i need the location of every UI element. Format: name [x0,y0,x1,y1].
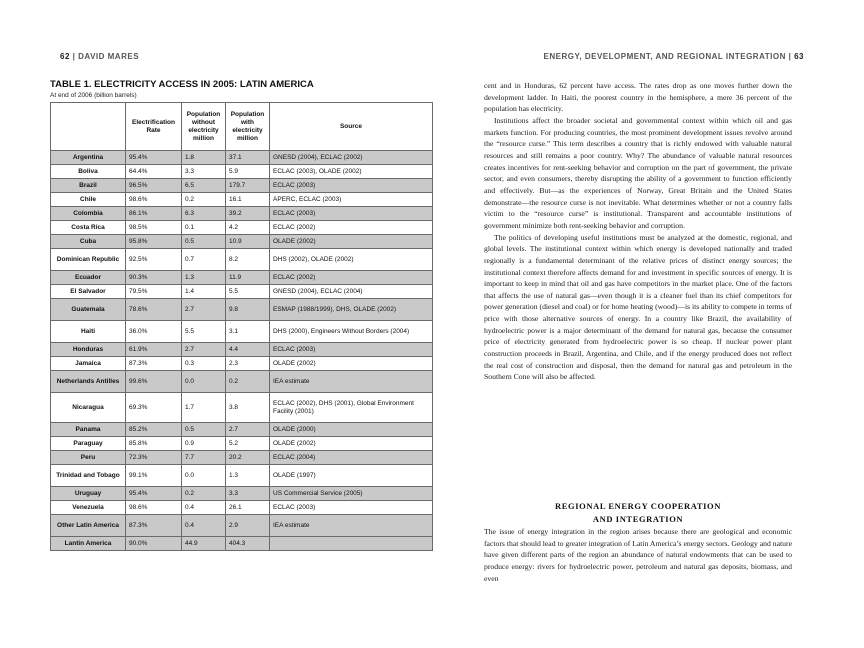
with-cell: 404.3 [226,537,270,551]
country-cell: El Salvador [51,285,126,299]
rate-cell: 98.6% [126,501,182,515]
rate-cell: 90.0% [126,537,182,551]
rate-cell: 96.5% [126,179,182,193]
with-cell: 16.1 [226,193,270,207]
source-cell: GNESD (2004), ECLAC (2004) [270,285,433,299]
country-cell: Dominican Republic [51,249,126,271]
header-source: Source [270,103,433,151]
without-cell: 6.3 [182,207,226,221]
rate-cell: 78.6% [126,299,182,321]
country-cell: Paraguay [51,437,126,451]
source-cell: OLADE (1997) [270,465,433,487]
source-cell: GNESD (2004), ECLAC (2002) [270,151,433,165]
without-cell: 2.7 [182,299,226,321]
with-cell: 2.3 [226,357,270,371]
with-cell: 2.9 [226,515,270,537]
without-cell: 0.7 [182,249,226,271]
source-cell: ESMAP (1988/1999), DHS, OLADE (2002) [270,299,433,321]
left-header-author: DAVID MARES [78,52,140,61]
with-cell: 2.7 [226,423,270,437]
country-cell: Trinidad and Tobago [51,465,126,487]
table-row [51,299,433,321]
without-cell: 0.5 [182,423,226,437]
rate-cell: 87.3% [126,357,182,371]
source-cell: DHS (2002), OLADE (2002) [270,249,433,271]
table-row [51,437,433,451]
rate-cell: 99.6% [126,371,182,393]
without-cell: 0.5 [182,235,226,249]
with-cell: 9.8 [226,299,270,321]
rate-cell: 85.2% [126,423,182,437]
with-cell: 3.1 [226,321,270,343]
rate-cell: 95.8% [126,235,182,249]
without-cell: 0.2 [182,193,226,207]
table-row [51,165,433,179]
source-cell: OLADE (2002) [270,437,433,451]
with-cell: 8.2 [226,249,270,271]
country-cell: Other Latin America [51,515,126,537]
source-cell: OLADE (2000) [270,423,433,437]
without-cell: 3.3 [182,165,226,179]
with-cell: 20.2 [226,451,270,465]
country-cell: Nicaragua [51,393,126,423]
without-cell: 2.7 [182,343,226,357]
country-cell: Cuba [51,235,126,249]
table-row [51,465,433,487]
right-header-separator: | [788,52,792,61]
table-row [51,393,433,423]
source-cell: ECLAC (2002), DHS (2001), Global Environment Facility (2001) [270,393,433,423]
table-row [51,249,433,271]
table-row [51,221,433,235]
rate-cell: 64.4% [126,165,182,179]
country-cell: Ecuador [51,271,126,285]
without-cell: 0.2 [182,487,226,501]
left-header-separator: | [72,52,76,61]
table-row [51,423,433,437]
country-cell: Brazil [51,179,126,193]
table-row [51,285,433,299]
paragraph-resource-curse: Institutions affect the broader societal and governmental context within which oil and gas markets function. For producing countries, the most prominent development issues revolve around the “resource curse.” This term describes a country that is richly endowed with valuable natural resources and still remains a poor country. Why? The abundance of valuable natural resources creates incentives for rent-seeking behavior and corruption on the part of government, the private sector, and even consumers, thereby disrupting the ability of a government to function efficiently and effectively. But—as the experiences of Norway, Great Britain and the United States demonstrate—the resource curse is not inevitable. What determines whether or not a country falls victim to the “resource curse” is institutional. Transparent and accountable institutions of government minimize both rent-seeking behavior and corruption. [484,115,792,230]
table-row [51,451,433,465]
source-cell: ECLAC (2003) [270,501,433,515]
source-cell: OLADE (2002) [270,357,433,371]
right-page-number: 63 [794,52,804,61]
without-cell: 0.9 [182,437,226,451]
source-cell: OLADE (2002) [270,235,433,249]
rate-cell: 72.3% [126,451,182,465]
with-cell: 3.8 [226,393,270,423]
source-cell: APERC, ECLAC (2003) [270,193,433,207]
without-cell: 0.0 [182,465,226,487]
section-heading-line-2: AND INTEGRATION [592,514,684,524]
table-header-row [51,103,433,151]
country-cell: Peru [51,451,126,465]
rate-cell: 61.9% [126,343,182,357]
with-cell: 10.9 [226,235,270,249]
section-heading-line-1: REGIONAL ENERGY COOPERATION [555,501,721,511]
country-cell: Chile [51,193,126,207]
source-cell: ECLAC (2004) [270,451,433,465]
table-row [51,179,433,193]
country-cell: Guatemala [51,299,126,321]
table-row [51,515,433,537]
source-cell: ECLAC (2003), OLADE (2002) [270,165,433,179]
rate-cell: 69.3% [126,393,182,423]
country-cell: Jamaica [51,357,126,371]
without-cell: 7.7 [182,451,226,465]
left-page-header [60,52,139,61]
source-cell: ECLAC (2003) [270,207,433,221]
source-cell: DHS (2000), Engineers Without Borders (2004) [270,321,433,343]
with-cell: 5.2 [226,437,270,451]
right-page-header [544,52,805,61]
table-row [51,371,433,393]
country-cell: Haiti [51,321,126,343]
country-cell: Costa Rica [51,221,126,235]
source-cell: ECLAC (2002) [270,221,433,235]
right-column-top [484,80,792,383]
source-cell: ECLAC (2003) [270,343,433,357]
rate-cell: 99.1% [126,465,182,487]
country-cell: Honduras [51,343,126,357]
country-cell: Lantin America [51,537,126,551]
header-population-with: Population with electricity million [226,103,270,151]
table-row [51,321,433,343]
with-cell: 0.2 [226,371,270,393]
rate-cell: 86.1% [126,207,182,221]
rate-cell: 79.5% [126,285,182,299]
paragraph-energy-integration: The issue of energy integration in the region arises because there are geological and economic factors that should lead to greater integration of Latin America’s energy sectors. Geology and nature have given different parts of the region an abundance of natural endowments that can be used to produce energy: rivers for hydroelectric power, petroleum and natural gas deposits, biomass, and even [484,527,792,583]
rate-cell: 95.4% [126,151,182,165]
table-total-row [51,537,433,551]
without-cell: 5.5 [182,321,226,343]
table-subtitle: At end of 2006 (billion barrels) [50,92,137,99]
with-cell: 4.2 [226,221,270,235]
country-cell: Panama [51,423,126,437]
rate-cell: 95.4% [126,487,182,501]
with-cell: 37.1 [226,151,270,165]
rate-cell: 90.3% [126,271,182,285]
without-cell: 0.4 [182,515,226,537]
electricity-access-table [50,102,433,551]
without-cell: 0.3 [182,357,226,371]
source-cell: US Commercial Service (2005) [270,487,433,501]
rate-cell: 98.6% [126,193,182,207]
table-row [51,487,433,501]
without-cell: 1.3 [182,271,226,285]
with-cell: 5.9 [226,165,270,179]
with-cell: 4.4 [226,343,270,357]
table-row [51,271,433,285]
with-cell: 11.9 [226,271,270,285]
source-cell [270,537,433,551]
with-cell: 26.1 [226,501,270,515]
table-title: TABLE 1. ELECTRICITY ACCESS IN 2005: LATIN AMERICA [50,79,314,90]
paragraph-institutions: The politics of developing useful institutions must be analyzed at the domestic, regional, and global levels. The institutional context within which energy is developed nationally and traded regionally is a fundamental determinant of the relative prices of distinct energy sources; the institutional context therefore affects demand for and investment in specific sources of energy. It is important to keep in mind that oil and gas have competitors in the market place. One of the factors that affects the use of natural gas—even though it is a cleaner fuel than its chief competitors for power generation (diesel and coal) or for home heating (wood)—is its ability to compete in terms of price with those alternative sources of energy. In a country like Brazil, the availability of hydroelectric power is a major determinant of the demand for natural gas, because the consumer price of electricity generated from hydroelectric power is so cheap. If nuclear power plant construction proceeds in Brazil, Argentina, and Chile, and if the energy produced does not reflect the real cost of construction and disposal, then the demand for natural gas and petroleum in the Southern Cone will also be affected. [484,232,792,382]
rate-cell: 92.5% [126,249,182,271]
right-header-title: ENERGY, DEVELOPMENT, AND REGIONAL INTEGRATION [543,52,786,61]
left-page-number: 62 [60,52,70,61]
header-population-without: Population without electricity million [182,103,226,151]
table-row [51,193,433,207]
source-cell: ECLAC (2002) [270,271,433,285]
country-cell: Netherlands Antilles [51,371,126,393]
header-electrification-rate: Electrification Rate [126,103,182,151]
paragraph-continued: cent and in Honduras, 62 percent have access. The rates drop as one moves further down the development ladder. In Haiti, the poorest country in the hemisphere, a mere 36 percent of the population has electricity. [484,81,792,114]
without-cell: 0.1 [182,221,226,235]
rate-cell: 87.3% [126,515,182,537]
table-row [51,151,433,165]
table-row [51,207,433,221]
table-row [51,501,433,515]
without-cell: 1.4 [182,285,226,299]
table-row [51,235,433,249]
table-row [51,343,433,357]
source-cell: IEA estimate [270,371,433,393]
without-cell: 44.9 [182,537,226,551]
source-cell: IEA estimate [270,515,433,537]
rate-cell: 98.5% [126,221,182,235]
country-cell: Colombia [51,207,126,221]
with-cell: 1.3 [226,465,270,487]
without-cell: 0.0 [182,371,226,393]
country-cell: Venezuela [51,501,126,515]
without-cell: 1.7 [182,393,226,423]
with-cell: 39.2 [226,207,270,221]
table-row [51,357,433,371]
country-cell: Argentina [51,151,126,165]
country-cell: Uruguay [51,487,126,501]
rate-cell: 36.0% [126,321,182,343]
with-cell: 5.5 [226,285,270,299]
with-cell: 179.7 [226,179,270,193]
without-cell: 6.5 [182,179,226,193]
header-country [51,103,126,151]
with-cell: 3.3 [226,487,270,501]
country-cell: Boliva [51,165,126,179]
rate-cell: 85.8% [126,437,182,451]
without-cell: 0.4 [182,501,226,515]
without-cell: 1.8 [182,151,226,165]
source-cell: ECLAC (2003) [270,179,433,193]
right-column-section [484,500,792,584]
